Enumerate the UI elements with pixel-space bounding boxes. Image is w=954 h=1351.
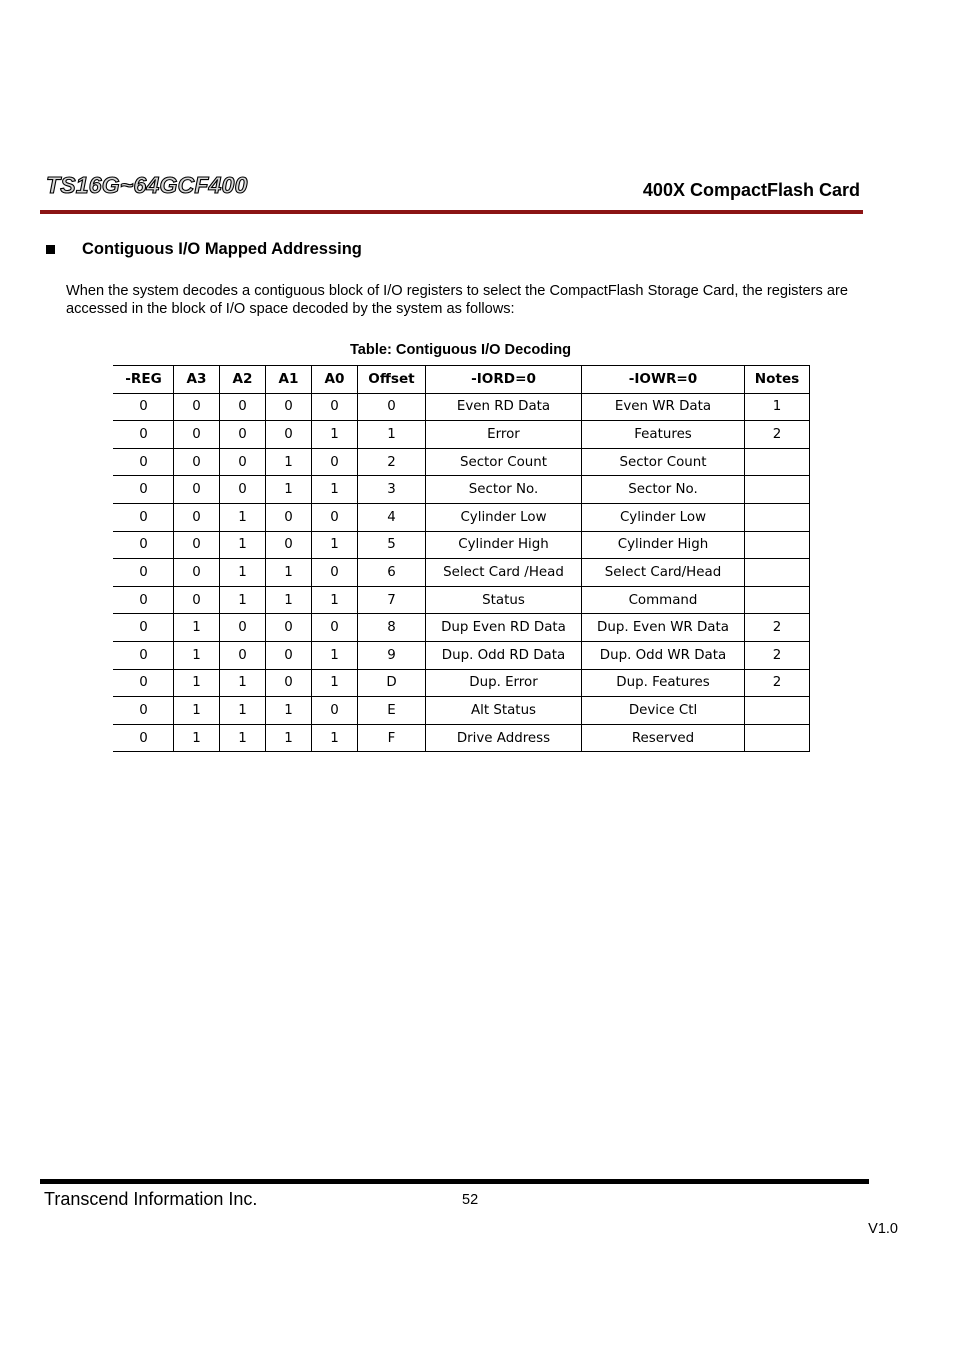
table-cell: 0 (174, 503, 220, 531)
table-cell: 1 (312, 476, 358, 504)
column-header: A3 (174, 366, 220, 394)
table-cell: 1 (312, 641, 358, 669)
table-cell: 1 (220, 724, 266, 752)
table-cell: Sector Count (426, 448, 582, 476)
table-cell: 1 (312, 669, 358, 697)
table-cell: D (358, 669, 426, 697)
table-cell: 1 (174, 614, 220, 642)
table-cell: 5 (358, 531, 426, 559)
table-cell: Drive Address (426, 724, 582, 752)
table-cell: 0 (114, 641, 174, 669)
product-title: 400X CompactFlash Card (642, 180, 860, 200)
table-cell: 0 (312, 614, 358, 642)
table-row (114, 724, 810, 752)
table-cell: Select Card /Head (426, 559, 582, 587)
table-cell (745, 559, 810, 587)
table-cell: 0 (358, 393, 426, 421)
table-row (114, 476, 810, 504)
table-cell: 1 (266, 476, 312, 504)
table-cell: 0 (220, 448, 266, 476)
column-header: Notes (745, 366, 810, 394)
table-cell: 0 (174, 476, 220, 504)
table-cell: Alt Status (426, 697, 582, 725)
table-cell: 0 (174, 421, 220, 449)
table-cell: Features (582, 421, 745, 449)
table-cell: 0 (174, 559, 220, 587)
table-cell: 9 (358, 641, 426, 669)
table-cell: 0 (220, 421, 266, 449)
table-cell: 0 (114, 669, 174, 697)
table-cell (745, 503, 810, 531)
table-cell: Reserved (582, 724, 745, 752)
table-cell: 1 (266, 448, 312, 476)
column-header: -REG (114, 366, 174, 394)
column-header: A2 (220, 366, 266, 394)
model-title: TS16G~64GCF400 (46, 172, 248, 198)
table-cell: 0 (312, 448, 358, 476)
table-cell: 0 (174, 393, 220, 421)
table-cell: 1 (220, 503, 266, 531)
table-cell: 1 (266, 559, 312, 587)
column-header: A0 (312, 366, 358, 394)
table-cell: 0 (312, 559, 358, 587)
table-cell: 0 (266, 614, 312, 642)
table-cell: 0 (174, 448, 220, 476)
table-cell (745, 448, 810, 476)
table-cell: 0 (174, 531, 220, 559)
table-row (114, 503, 810, 531)
table-cell: 1 (220, 669, 266, 697)
table-cell: Even WR Data (582, 393, 745, 421)
table-cell: 7 (358, 586, 426, 614)
table-cell: 1 (174, 697, 220, 725)
table-cell: 2 (745, 421, 810, 449)
bullet-square-icon (46, 245, 55, 254)
footer-company: Transcend Information Inc. (44, 1189, 258, 1209)
table-body (114, 393, 810, 752)
table-cell: 0 (312, 503, 358, 531)
table-cell (745, 724, 810, 752)
table-cell: Error (426, 421, 582, 449)
column-header: -IORD=0 (426, 366, 582, 394)
table-cell: 0 (114, 697, 174, 725)
table-cell: 0 (220, 393, 266, 421)
table-cell: 2 (745, 669, 810, 697)
table-cell: 8 (358, 614, 426, 642)
table-cell: 0 (114, 448, 174, 476)
table-cell: 1 (312, 531, 358, 559)
table-row (114, 531, 810, 559)
table-cell: Even RD Data (426, 393, 582, 421)
table-cell: 0 (266, 531, 312, 559)
table-cell: 1 (312, 421, 358, 449)
table-cell (745, 531, 810, 559)
table-cell: 1 (174, 669, 220, 697)
table-cell: 0 (114, 724, 174, 752)
table-cell: Select Card/Head (582, 559, 745, 587)
table-cell: 2 (745, 641, 810, 669)
header-divider (40, 210, 863, 214)
table-cell: 1 (358, 421, 426, 449)
table-cell: 1 (220, 531, 266, 559)
table-row (114, 697, 810, 725)
table-cell: Dup. Features (582, 669, 745, 697)
table-cell: Cylinder Low (582, 503, 745, 531)
table-cell: 4 (358, 503, 426, 531)
table-cell: Cylinder High (426, 531, 582, 559)
table-cell: 3 (358, 476, 426, 504)
table-cell: 0 (312, 393, 358, 421)
table-row (114, 393, 810, 421)
table-row (114, 669, 810, 697)
table-cell: 0 (114, 393, 174, 421)
table-cell: Sector No. (582, 476, 745, 504)
io-decoding-table (113, 365, 810, 752)
table-cell: 0 (266, 641, 312, 669)
table-row (114, 641, 810, 669)
intro-paragraph: When the system decodes a contiguous block of I/O registers to select the CompactFlash Storage Card, the registers are accessed in the block of I/O space decoded by the system as follows: (66, 283, 848, 317)
table-cell: Sector Count (582, 448, 745, 476)
table-cell: 0 (114, 559, 174, 587)
table-cell (745, 476, 810, 504)
table-cell: 0 (266, 393, 312, 421)
table-cell: 0 (266, 503, 312, 531)
table-cell (745, 586, 810, 614)
table-cell: Dup. Even WR Data (582, 614, 745, 642)
table-cell: 1 (174, 641, 220, 669)
table-cell: Dup. Odd RD Data (426, 641, 582, 669)
table-cell: 0 (114, 614, 174, 642)
section-heading (46, 240, 362, 259)
table-row (114, 586, 810, 614)
table-cell: 0 (114, 503, 174, 531)
table-cell: 1 (266, 586, 312, 614)
table-cell: 0 (114, 476, 174, 504)
table-cell: 2 (358, 448, 426, 476)
table-cell: Dup. Error (426, 669, 582, 697)
table-cell: Command (582, 586, 745, 614)
table-caption: Table: Contiguous I/O Decoding (349, 342, 572, 358)
table-cell: 1 (220, 586, 266, 614)
table-header-row (114, 366, 810, 394)
column-header: Offset (358, 366, 426, 394)
table-cell: Status (426, 586, 582, 614)
table-cell: 0 (174, 586, 220, 614)
table-cell: E (358, 697, 426, 725)
table-cell: 6 (358, 559, 426, 587)
table-cell: F (358, 724, 426, 752)
table-row (114, 448, 810, 476)
footer-divider (40, 1179, 869, 1184)
table-cell: 0 (266, 669, 312, 697)
table-cell: Device Ctl (582, 697, 745, 725)
table-cell: 0 (220, 641, 266, 669)
table-cell: 1 (220, 559, 266, 587)
table-cell: 0 (220, 476, 266, 504)
table-cell: 1 (312, 586, 358, 614)
table-cell: 1 (220, 697, 266, 725)
table-cell: Cylinder Low (426, 503, 582, 531)
column-header: A1 (266, 366, 312, 394)
table-cell: 0 (266, 421, 312, 449)
table-row (114, 614, 810, 642)
table-cell: 2 (745, 614, 810, 642)
table-cell: 1 (312, 724, 358, 752)
table-cell: 1 (745, 393, 810, 421)
table-cell: 0 (114, 586, 174, 614)
table-cell: 0 (220, 614, 266, 642)
table-cell: Sector No. (426, 476, 582, 504)
table-cell: 0 (312, 697, 358, 725)
table-cell: 0 (114, 531, 174, 559)
table-cell: Dup. Odd WR Data (582, 641, 745, 669)
table-cell: Cylinder High (582, 531, 745, 559)
table-row (114, 559, 810, 587)
table-cell: 1 (266, 697, 312, 725)
document-version: V1.0 (868, 1221, 898, 1237)
column-header: -IOWR=0 (582, 366, 745, 394)
table-cell: Dup Even RD Data (426, 614, 582, 642)
page-number: 52 (462, 1192, 479, 1208)
table-cell (745, 697, 810, 725)
table-cell: 1 (174, 724, 220, 752)
table-row (114, 421, 810, 449)
table-cell: 0 (114, 421, 174, 449)
section-heading-text: Contiguous I/O Mapped Addressing (82, 240, 362, 258)
table-cell: 1 (266, 724, 312, 752)
